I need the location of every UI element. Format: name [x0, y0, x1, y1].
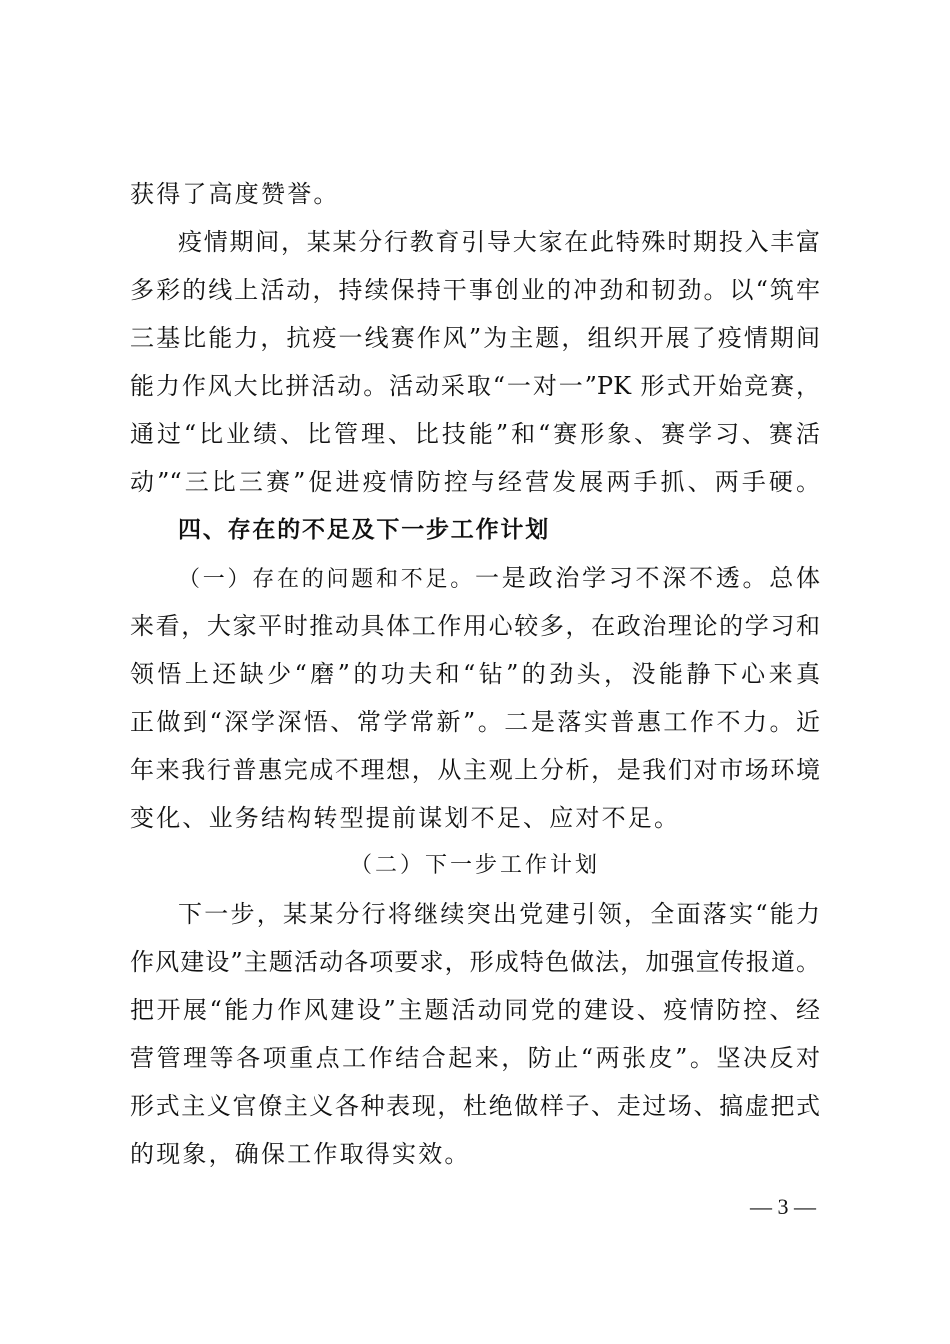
text-line: 通过“比业绩、比管理、比技能”和“赛形象、赛学习、赛活 [130, 420, 820, 448]
text-line: 领悟上还缺少“磨”的功夫和“钻”的劲头，没能静下心来真 [130, 660, 820, 688]
text-line: 变化、业务结构转型提前谋划不足、应对不足。 [130, 804, 681, 832]
text-line: 三基比能力，抗疫一线赛作风”为主题，组织开展了疫情期间 [130, 324, 820, 352]
text-line: 能力作风大比拼活动。活动采取“一对一”PK 形式开始竞赛， [130, 372, 820, 400]
text-line: 把开展“能力作风建设”主题活动同党的建设、疫情防控、经 [130, 996, 820, 1024]
document-body [130, 170, 820, 1178]
text-line: 营管理等各项重点工作结合起来，防止“两张皮”。坚决反对 [130, 1044, 820, 1072]
subsection-lead: （一）存在的问题和不足。 [178, 567, 475, 592]
text-line [130, 554, 820, 602]
paragraph-problems [130, 554, 820, 842]
paragraph-epidemic-activities [130, 218, 820, 506]
paragraph-continued [130, 170, 820, 218]
subsection-heading: （二）下一步工作计划 [349, 853, 600, 878]
text-line: 动”“三比三赛”促进疫情防控与经营发展两手抓、两手硬。 [130, 468, 820, 496]
text-line: 疫情期间，某某分行教育引导大家在此特殊时期投入丰富 [178, 228, 820, 256]
text-line: 多彩的线上活动，持续保持干事创业的冲劲和韧劲。以“筑牢 [130, 276, 820, 304]
text-line: 下一步，某某分行将继续突出党建引领，全面落实“能力 [178, 900, 820, 928]
text-line: 来看，大家平时推动具体工作用心较多，在政治理论的学习和 [130, 612, 820, 640]
text-line: 作风建设”主题活动各项要求，形成特色做法，加强宣传报道。 [130, 948, 820, 976]
text-fragment: 一是政治学习不深不透。总体 [475, 564, 820, 592]
text-line: 正做到“深学深悟、常学常新”。二是落实普惠工作不力。近 [130, 708, 820, 736]
text-line: 获得了高度赞誉。 [130, 180, 340, 208]
text-line: 年来我行普惠完成不理想，从主观上分析，是我们对市场环境 [130, 756, 820, 784]
text-line: 形式主义官僚主义各种表现，杜绝做样子、走过场、搞虚把式 [130, 1092, 820, 1120]
page-number: — 3 — [750, 1194, 816, 1219]
paragraph-next-steps [130, 890, 820, 1178]
text-line: 的现象，确保工作取得实效。 [130, 1140, 471, 1168]
section-heading: 四、存在的不足及下一步工作计划 [178, 517, 550, 543]
